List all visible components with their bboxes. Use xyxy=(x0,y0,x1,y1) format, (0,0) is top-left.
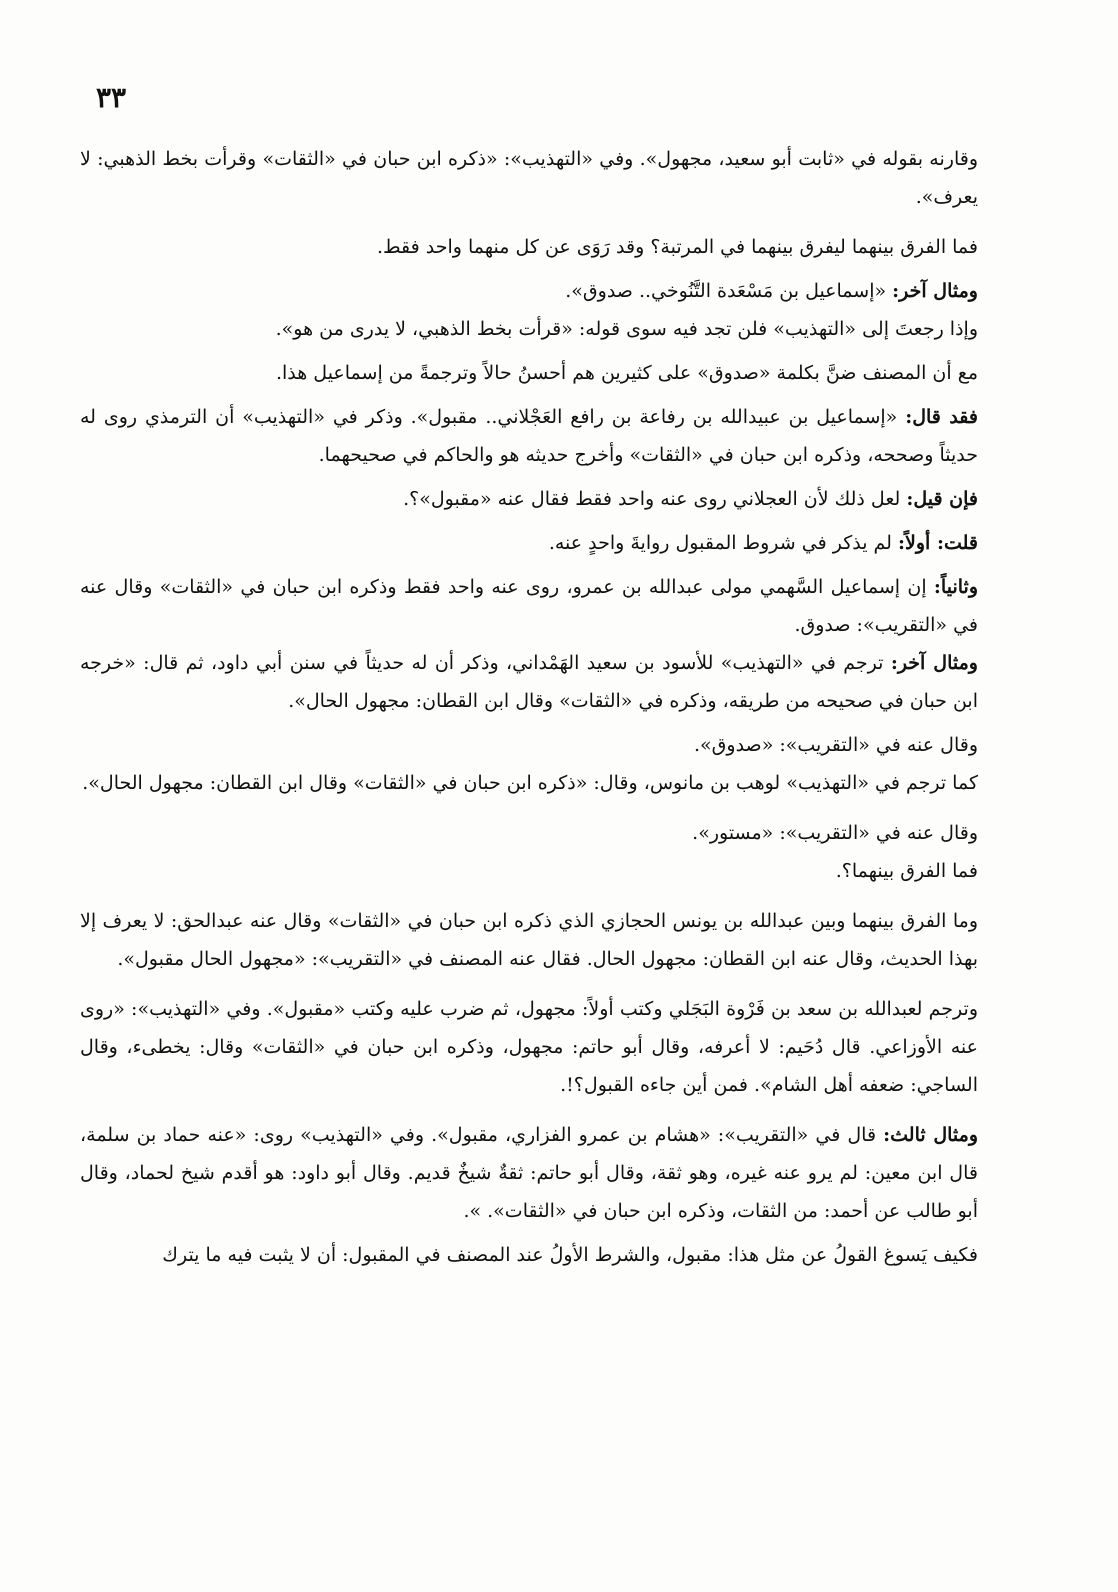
page-number: ٣٣ xyxy=(96,81,127,114)
paragraph-text: وقارنه بقوله في «ثابت أبو سعيد، مجهول». وفي «التهذيب»: «ذكره ابن حبان في «الثقات» وقرأت بخط الذهبي: لا يعرف». xyxy=(80,148,978,208)
paragraph xyxy=(80,990,1018,1104)
paragraph xyxy=(80,272,1018,310)
paragraph xyxy=(80,480,1018,518)
paragraph xyxy=(80,310,1018,348)
paragraph-text: وترجم لعبدالله بن سعد بن فَرْوة البَجَلي وكتب أولاً: مجهول، ثم ضرب عليه وكتب «مقبول». وفي «التهذيب»: «روى عنه الأوزاعي. قال دُحَيم: لا أعرفه، وقال أبو حاتم: مجهول، وذكره ابن حبان في «الثقات» وقال: يخطىء، وقال الساجي: ضعفه أهل الشام». فمن أين جاءه القبول؟!. xyxy=(80,998,978,1096)
paragraph-text: وقال عنه في «التقريب»: «صدوق». xyxy=(694,734,978,756)
paragraph xyxy=(80,902,1018,978)
paragraph-text: كما ترجم في «التهذيب» لوهب بن مانوس، وقال: «ذكره ابن حبان في «الثقات» وقال ابن القطان: مجهول الحال». xyxy=(82,772,978,794)
paragraph xyxy=(80,726,1018,764)
paragraph-text: فما الفرق بينهما؟. xyxy=(835,860,978,882)
body-text xyxy=(80,140,1018,1274)
paragraph-text: فكيف يَسوغ القولُ عن مثل هذا: مقبول، والشرط الأولُ عند المصنف في المقبول: أن لا يثبت فيه ما يترك xyxy=(162,1244,978,1266)
paragraph-lead: ومثال ثالث: xyxy=(883,1124,978,1146)
paragraph-text: قال في «التقريب»: «هشام بن عمرو الفزاري، مقبول». وفي «التهذيب» روى: «عنه حماد بن سلمة، قال ابن معين: لم يرو عنه غيره، وهو ثقة، وقال أبو حاتم: ثقةٌ شيخٌ قديم. وقال أبو داود: هو أقدم شيخ لحماد، وقال أبو طالب عن أحمد: من الثقات، وذكره ابن حبان في «الثقات». ». xyxy=(80,1124,978,1222)
paragraph xyxy=(80,644,1018,720)
paragraph xyxy=(80,1236,1018,1274)
paragraph-text: وما الفرق بينهما وبين عبدالله بن يونس الحجازي الذي ذكره ابن حبان في «الثقات» وقال عنه عبدالحق: لا يعرف إلا بهذا الحديث، وقال عنه ابن القطان: مجهول الحال. فقال عنه المصنف في «التقريب»: «مجهول الحال مقبول». xyxy=(80,910,978,970)
paragraph-lead: قلت: أولاً: xyxy=(898,532,978,554)
paragraph xyxy=(80,764,1018,802)
paragraph xyxy=(80,398,1018,474)
paragraph-text: وقال عنه في «التقريب»: «مستور». xyxy=(692,822,978,844)
paragraph-text: إن إسماعيل السَّهمي مولى عبدالله بن عمرو، روى عنه واحد فقط وذكره ابن حبان في «الثقات» وقال عنه في «التقريب»: صدوق. xyxy=(80,576,978,636)
paragraph xyxy=(80,354,1018,392)
paragraph-lead: ومثال آخر: xyxy=(892,280,978,302)
paragraph-text: لعل ذلك لأن العجلاني روى عنه واحد فقط فقال عنه «مقبول»؟. xyxy=(403,488,901,510)
paragraph xyxy=(80,228,1018,266)
paragraph xyxy=(80,140,1018,216)
paragraph xyxy=(80,814,1018,852)
paragraph xyxy=(80,524,1018,562)
paragraph-text: «إسماعيل بن عبيدالله بن رفاعة بن رافع العَجْلاني.. مقبول». وذكر في «التهذيب» أن الترمذي روى له حديثاً وصححه، وذكره ابن حبان في «الثقات» وأخرج حديثه هو والحاكم في صحيحهما. xyxy=(80,406,978,466)
paragraph-lead: وثانياً: xyxy=(933,576,978,598)
paragraph-lead: فإن قيل: xyxy=(906,488,978,510)
paragraph-lead: فقد قال: xyxy=(905,406,978,428)
paragraph-text: وإذا رجعتَ إلى «التهذيب» فلن تجد فيه سوى قوله: «قرأت بخط الذهبي، لا يدرى من هو». xyxy=(275,318,978,340)
paragraph-text: فما الفرق بينهما ليفرق بينهما في المرتبة؟ وقد رَوَى عن كل منهما واحد فقط. xyxy=(376,236,978,258)
paragraph-text: ترجم في «التهذيب» للأسود بن سعيد الهَمْداني، وذكر أن له حديثاً في سنن أبي داود، ثم قال: «خرجه ابن حبان في صحيحه من طريقه، وذكره في «الثقات» وقال ابن القطان: مجهول الحال». xyxy=(80,652,978,712)
paragraph-text: «إسماعيل بن مَسْعَدة التَّنُوخي.. صدوق». xyxy=(565,280,887,302)
paragraph-lead: ومثال آخر: xyxy=(890,652,978,674)
paragraph-text: مع أن المصنف ضنَّ بكلمة «صدوق» على كثيرين هم أحسنُ حالاً وترجمةً من إسماعيل هذا. xyxy=(275,362,978,384)
paragraph xyxy=(80,1116,1018,1230)
paragraph xyxy=(80,568,1018,644)
paragraph-text: لم يذكر في شروط المقبول روايةَ واحدٍ عنه. xyxy=(548,532,892,554)
paragraph xyxy=(80,852,1018,890)
